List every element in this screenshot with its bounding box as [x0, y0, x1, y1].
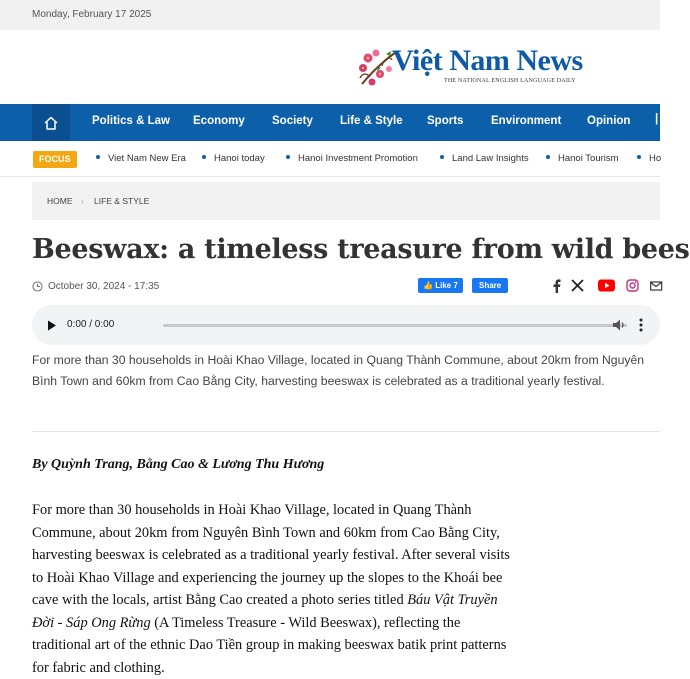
instagram-link[interactable]	[626, 279, 639, 297]
thumbs-up-icon: 👍	[423, 281, 433, 290]
bullet-icon	[286, 155, 290, 159]
nav-item-economy[interactable]: Economy	[193, 115, 245, 127]
bullet-icon	[202, 155, 206, 159]
site-logo[interactable]	[356, 44, 581, 90]
bullet-icon	[96, 155, 100, 159]
nav-item-society[interactable]: Society	[272, 115, 313, 127]
clock-icon	[32, 281, 43, 292]
focus-item[interactable]: Land Law Insights	[440, 153, 529, 164]
masthead	[0, 30, 660, 104]
article-date: October 30, 2024 - 17:35	[48, 281, 160, 292]
facebook-share-link[interactable]	[552, 279, 561, 298]
focus-item[interactable]: Viet Nam New Era	[96, 153, 186, 164]
nav-item-environment[interactable]: Environment	[491, 115, 562, 127]
breadcrumb-home[interactable]: HOME	[47, 196, 73, 206]
facebook-share-button[interactable]: Share	[472, 278, 508, 293]
current-date: Monday, February 17 2025	[32, 9, 152, 20]
focus-item[interactable]: Hanoi Tourism	[546, 153, 619, 164]
bullet-icon	[546, 155, 550, 159]
photo-series-title: Báu Vật Truyền Đời - Sáp Ong Rừng	[32, 592, 498, 631]
focus-item[interactable]: Ho	[637, 153, 661, 164]
audio-progress-bar[interactable]	[163, 324, 627, 327]
breadcrumb-section[interactable]: LIFE & STYLE	[94, 196, 150, 206]
volume-icon[interactable]	[612, 318, 626, 332]
email-icon	[650, 280, 662, 292]
audio-player	[32, 305, 660, 345]
site-logo-wordmark: Việt Nam News	[392, 44, 583, 77]
nav-item-life-style[interactable]: Life & Style	[340, 115, 403, 127]
facebook-like-button[interactable]: 👍 Like 7	[418, 278, 463, 293]
article-title: Beeswax: a timeless treasure from wild bees	[32, 234, 690, 265]
instagram-icon	[626, 279, 639, 292]
site-logo-tagline: THE NATIONAL ENGLISH LANGUAGE DAILY	[444, 78, 576, 84]
nav-item-opinion[interactable]: Opinion	[587, 115, 631, 127]
article-byline: By Quỳnh Trang, Bằng Cao & Lương Thu Hương	[32, 457, 325, 472]
bullet-icon	[440, 155, 444, 159]
home-icon	[43, 115, 59, 131]
focus-item[interactable]: Hanoi today	[202, 153, 265, 164]
facebook-icon	[552, 279, 561, 293]
x-icon	[571, 279, 584, 292]
divider	[32, 431, 660, 432]
nav-item-politics-law[interactable]: Politics & Law	[92, 115, 170, 127]
audio-time: 0:00 / 0:00	[67, 319, 115, 330]
email-share-link[interactable]	[650, 279, 662, 297]
focus-badge: FOCUS	[33, 151, 77, 168]
article-summary: For more than 30 households in Hoài Khao Village, located in Quang Thành Commune, about 20km from Nguyên Bình Town and 60km from Cao Bằng City, harvesting beeswax is celebrated as a traditional yearly festival.	[32, 353, 644, 388]
nav-overflow-icon[interactable]: |	[655, 113, 659, 125]
more-icon[interactable]	[639, 318, 643, 332]
breadcrumb	[32, 182, 660, 220]
youtube-icon	[598, 279, 615, 292]
nav-item-sports[interactable]: Sports	[427, 115, 464, 127]
focus-bar	[0, 141, 660, 177]
article-meta	[32, 281, 159, 292]
main-nav	[0, 104, 660, 141]
nav-home-button[interactable]	[32, 104, 70, 141]
x-share-link[interactable]	[571, 279, 584, 297]
chevron-right-icon: ›	[81, 196, 84, 206]
article-body: For more than 30 households in Hoài Khao Village, located in Quang Thành Commune, about 20km from Nguyên Bình Town and 60km from Cao Bằng City, harvesting beeswax is celebrated as a traditional yearly festival. After several visits to Hoài Khao Village and experiencing the journey up the slopes to the Khoái bee cave with the locals, artist Bằng Cao created a photo series titled Báu Vật Truyền Đời - Sáp Ong Rừng (A Timeless Treasure - Wild Beeswax), reflecting the traditional art of the ethnic Dao Tiền group in making beeswax batik print patterns for fabric and clothing.	[32, 502, 510, 676]
focus-item[interactable]: Hanoi Investment Promotion	[286, 153, 418, 164]
play-icon[interactable]	[47, 320, 57, 331]
youtube-link[interactable]	[598, 279, 615, 297]
bullet-icon	[637, 155, 641, 159]
top-bar	[0, 0, 660, 30]
